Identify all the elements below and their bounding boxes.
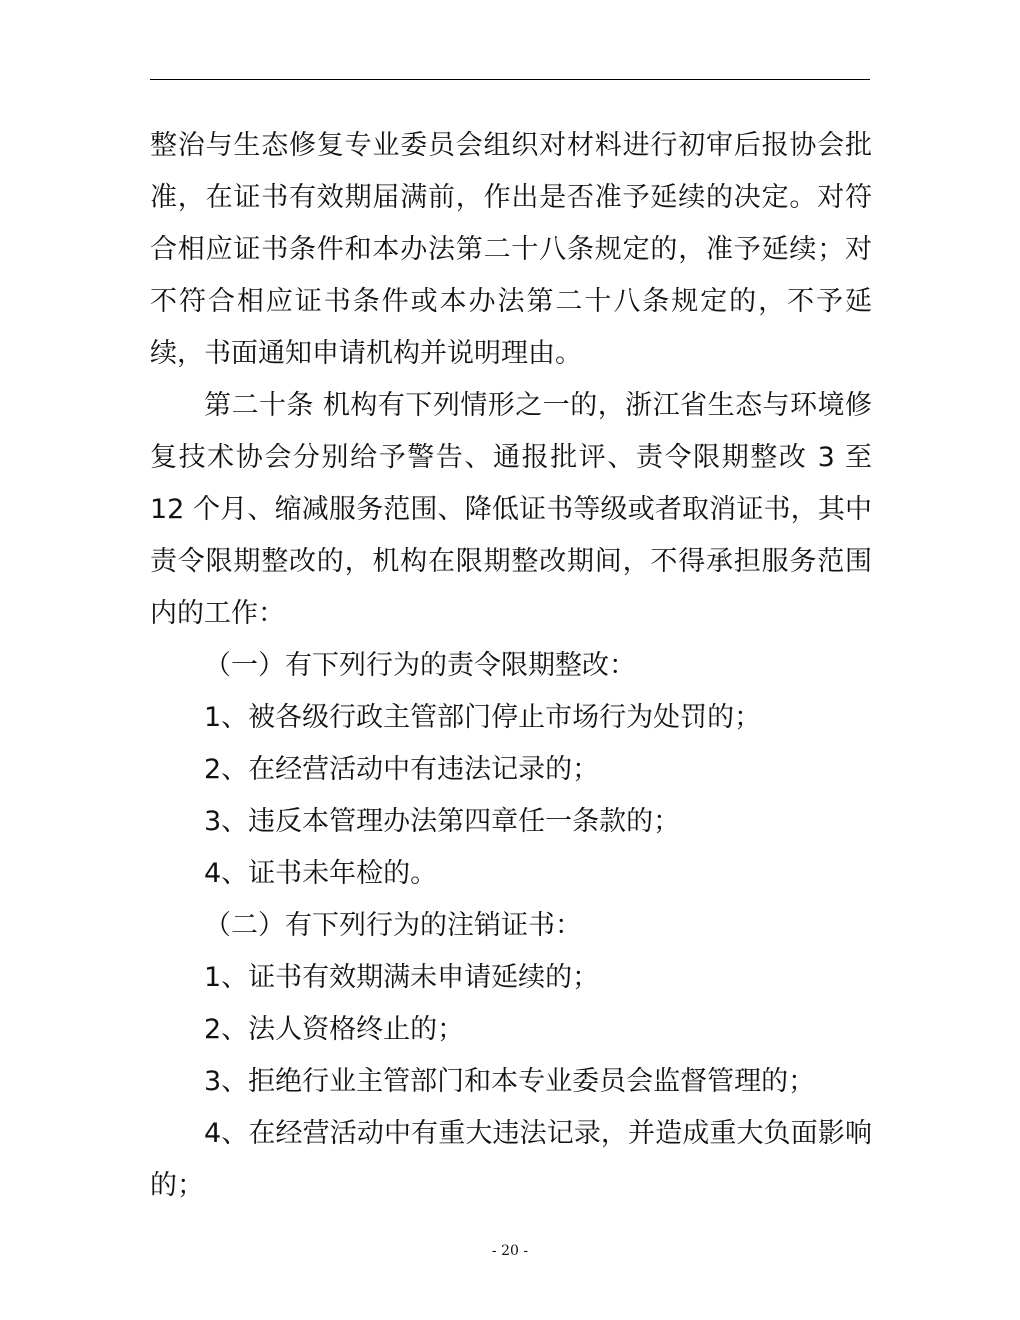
list-item: 2、法人资格终止的；	[204, 1014, 465, 1045]
article-20-paragraph: 第二十条 机构有下列情形之一的，浙江省生态与环境修复技术协会分别给予警告、通报批评、责令限期整改 3 至 12 个月、缩减服务范围、降低证书等级或者取消证书，其中责令限期整改的，机构在限期整改期间，不得承担服务范围内的工作：	[150, 390, 872, 629]
page-number: - 20 -	[491, 1243, 529, 1259]
list-item: 1、被各级行政主管部门停止市场行为处罚的；	[204, 702, 762, 733]
header-rule	[150, 79, 870, 80]
list-item: 1、证书有效期满未申请延续的；	[204, 962, 600, 993]
section-heading-rectify: （一）有下列行为的责令限期整改：	[204, 650, 636, 681]
list-item: 3、违反本管理办法第四章任一条款的；	[204, 806, 681, 837]
list-item: 2、在经营活动中有违法记录的；	[204, 754, 600, 785]
list-item: 4、证书未年检的。	[204, 858, 438, 889]
document-body	[150, 120, 872, 1212]
paragraph-continuation: 整治与生态修复专业委员会组织对材料进行初审后报协会批准，在证书有效期届满前，作出是否准予延续的决定。对符合相应证书条件和本办法第二十八条规定的，准予延续；对不符合相应证书条件或本办法第二十八条规定的，不予延续，书面通知申请机构并说明理由。	[150, 130, 872, 369]
section-heading-revoke: （二）有下列行为的注销证书：	[204, 910, 582, 941]
list-item: 3、拒绝行业主管部门和本专业委员会监督管理的；	[204, 1066, 816, 1097]
list-item: 4、在经营活动中有重大违法记录，并造成重大负面影响的；	[150, 1118, 872, 1201]
